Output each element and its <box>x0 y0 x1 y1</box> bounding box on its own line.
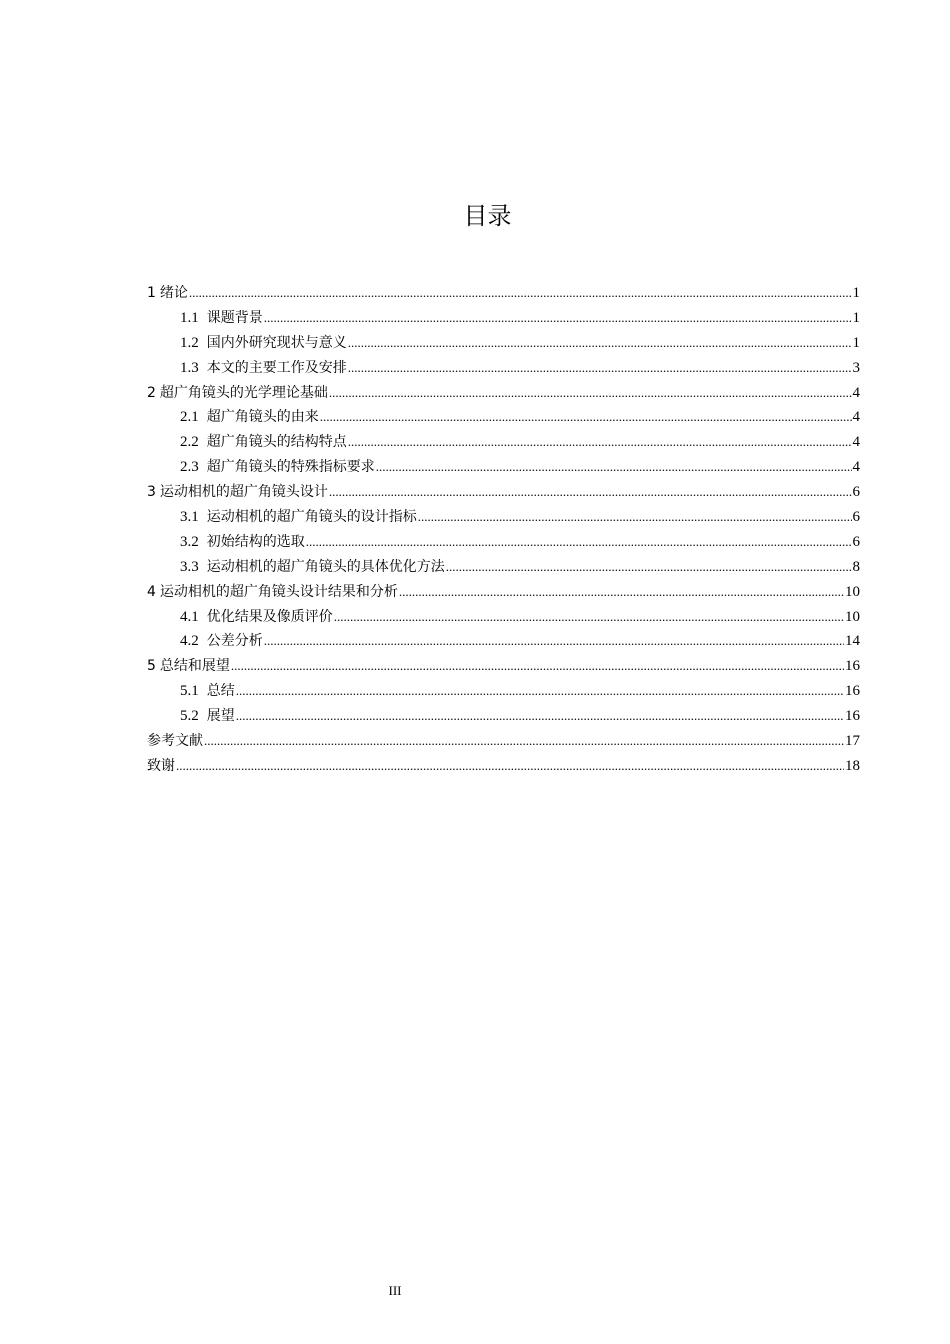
toc-entry-2-2[interactable] <box>147 430 860 455</box>
toc-entry-page: 16 <box>845 683 860 700</box>
toc-entry-page: 6 <box>852 533 860 550</box>
toc-entry-title: 绪论 <box>159 285 188 301</box>
toc-entry-page: 10 <box>845 608 860 625</box>
toc-entry-1-3[interactable] <box>147 356 860 381</box>
toc-entry-1-2[interactable] <box>147 331 860 356</box>
toc-entry-number: 3.2 <box>180 533 199 550</box>
toc-dot-leader <box>348 430 852 455</box>
toc-entry-title: 参考文献 <box>147 733 203 750</box>
toc-entry-title: 本文的主要工作及安排 <box>206 359 347 376</box>
toc-dot-leader <box>376 455 852 480</box>
toc-entry-4[interactable] <box>147 580 860 605</box>
toc-entry-number: 5.1 <box>180 683 199 700</box>
toc-entry-3-2[interactable] <box>147 530 860 555</box>
toc-entry-number: 4.1 <box>180 608 199 625</box>
toc-entry-title: 总结和展望 <box>159 658 230 675</box>
toc-entry-page: 4 <box>852 434 860 451</box>
toc-entry-3-1[interactable] <box>147 505 860 530</box>
toc-entry-page: 16 <box>845 708 860 725</box>
toc-entry-title: 超广角镜头的光学理论基础 <box>159 384 328 401</box>
toc-entry-page: 17 <box>845 733 860 750</box>
toc-entry-number: 1 <box>147 285 156 301</box>
toc-title: 目录 <box>463 202 512 230</box>
toc-entry-number: 5.2 <box>180 708 199 725</box>
toc-entry-title: 超广角镜头的特殊指标要求 <box>206 459 375 476</box>
toc-dot-leader <box>236 704 844 729</box>
toc-entry-title: 总结 <box>206 683 235 700</box>
toc-dot-leader <box>204 729 844 754</box>
toc-entry-number: 3 <box>147 484 156 501</box>
toc-dot-leader <box>348 331 852 356</box>
toc-entry-4-2[interactable] <box>147 629 860 654</box>
toc-dot-leader <box>329 480 852 505</box>
toc-entry-number: 2.3 <box>180 459 199 476</box>
toc-entry-title: 展望 <box>206 708 235 725</box>
toc-entry-number: 3.1 <box>180 509 199 526</box>
page-number: III <box>388 1283 402 1298</box>
toc-entry-number: 5 <box>147 658 156 675</box>
toc-entry-title: 致谢 <box>147 757 175 774</box>
toc-dot-leader <box>231 654 844 679</box>
toc-dot-leader <box>348 356 852 381</box>
toc-entry-number: 2 <box>147 384 156 401</box>
toc-entry-title: 公差分析 <box>206 633 263 650</box>
toc-entry-5-1[interactable] <box>147 679 860 704</box>
toc-entry-title: 运动相机的超广角镜头设计结果和分析 <box>159 583 398 600</box>
toc-entry-2[interactable] <box>147 381 860 406</box>
toc-dot-leader <box>306 530 852 555</box>
toc-entry-page: 1 <box>852 334 860 351</box>
toc-dot-leader <box>189 281 852 306</box>
toc-entry-title: 运动相机的超广角镜头设计 <box>159 484 328 501</box>
toc-entry-number: 2.1 <box>180 409 199 426</box>
toc-entry-item-18[interactable] <box>147 729 860 754</box>
toc-dot-leader <box>264 629 844 654</box>
toc-entry-page: 14 <box>845 633 860 650</box>
toc-dot-leader <box>264 306 852 331</box>
toc-entry-page: 6 <box>852 484 860 501</box>
toc-entry-page: 4 <box>852 459 860 476</box>
toc-dot-leader <box>334 605 844 630</box>
toc-entry-page: 16 <box>845 658 860 675</box>
toc-dot-leader <box>446 555 852 580</box>
toc-entry-page: 1 <box>852 309 860 326</box>
toc-entry-title: 运动相机的超广角镜头的设计指标 <box>206 509 417 526</box>
toc-dot-leader <box>236 679 844 704</box>
toc-dot-leader <box>329 381 852 406</box>
toc-entry-title: 超广角镜头的结构特点 <box>206 434 347 451</box>
toc-entry-number: 1.3 <box>180 359 199 376</box>
toc-entry-page: 4 <box>852 409 860 426</box>
toc-entry-3[interactable] <box>147 480 860 505</box>
toc-entry-page: 8 <box>852 558 860 575</box>
toc-dot-leader <box>418 505 852 530</box>
toc-entry-page: 6 <box>852 509 860 526</box>
toc-entry-title: 课题背景 <box>206 309 263 326</box>
toc-entry-number: 4 <box>147 583 156 600</box>
toc-entry-page: 3 <box>852 359 860 376</box>
toc-entry-page: 18 <box>845 757 860 774</box>
toc-entry-page: 4 <box>852 384 860 401</box>
toc-entry-title: 初始结构的选取 <box>206 533 305 550</box>
toc-entry-title: 国内外研究现状与意义 <box>206 334 347 351</box>
toc-entry-page: 10 <box>845 583 860 600</box>
toc-entry-title: 超广角镜头的由来 <box>206 409 319 426</box>
toc-entry-item-19[interactable] <box>147 754 860 779</box>
toc-entry-number: 4.2 <box>180 633 199 650</box>
toc-dot-leader <box>176 754 844 779</box>
toc-entry-4-1[interactable] <box>147 605 860 630</box>
toc-entry-2-3[interactable] <box>147 455 860 480</box>
toc-entry-number: 1.2 <box>180 334 199 351</box>
toc-entry-5-2[interactable] <box>147 704 860 729</box>
toc-entry-1[interactable] <box>147 281 860 306</box>
toc-entry-1-1[interactable] <box>147 306 860 331</box>
toc-entry-2-1[interactable] <box>147 405 860 430</box>
toc-entry-title: 运动相机的超广角镜头的具体优化方法 <box>206 558 445 575</box>
toc-entry-5[interactable] <box>147 654 860 679</box>
toc-entry-number: 3.3 <box>180 558 199 575</box>
toc-entry-number: 1.1 <box>180 309 199 326</box>
toc-dot-leader <box>320 405 852 430</box>
toc-entry-number: 2.2 <box>180 434 199 451</box>
toc-entry-page: 1 <box>852 285 860 301</box>
toc-list <box>147 281 860 779</box>
toc-entry-3-3[interactable] <box>147 555 860 580</box>
toc-entry-title: 优化结果及像质评价 <box>206 608 333 625</box>
toc-dot-leader <box>399 580 844 605</box>
